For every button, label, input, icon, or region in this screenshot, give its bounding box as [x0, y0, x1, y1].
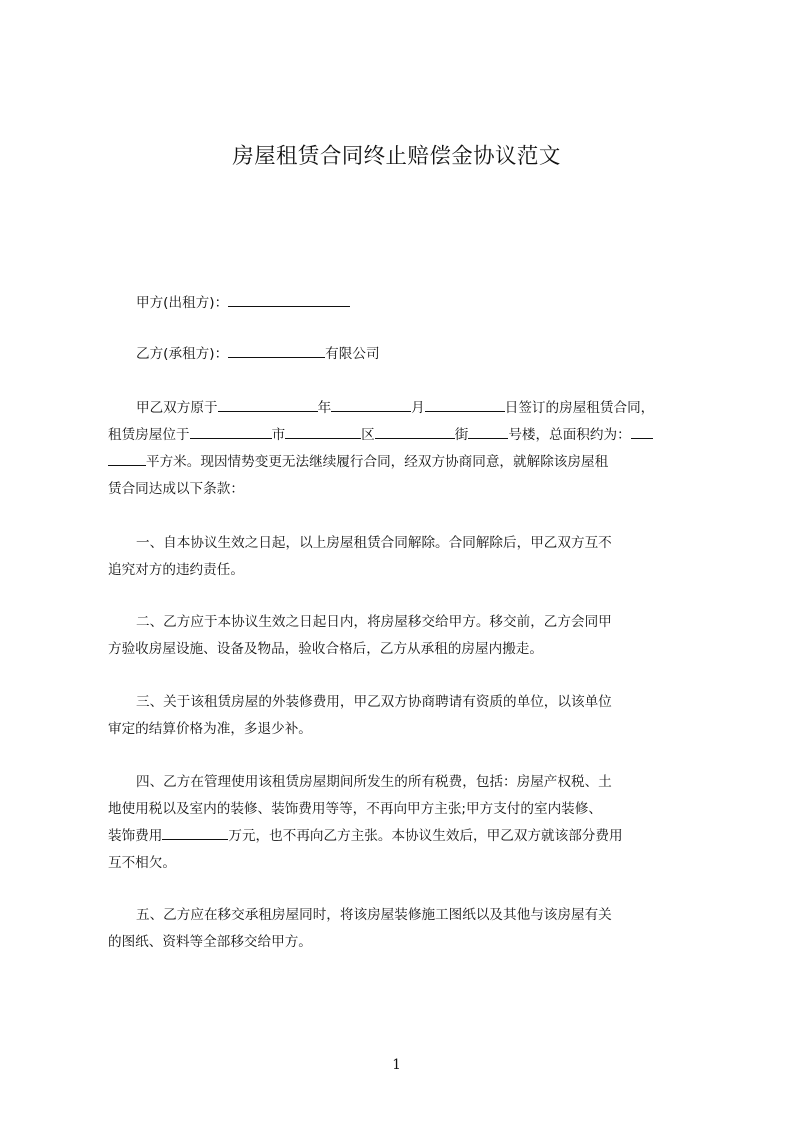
- clause-4-line-2: 地使用税以及室内的装修、装饰费用等等，不再向甲方主张;甲方支付的室内装修、: [108, 801, 602, 817]
- district-blank: [285, 425, 361, 439]
- intro-text: 市: [271, 427, 286, 443]
- intro-text: 年: [317, 400, 332, 416]
- clause-4-line-3: [108, 826, 623, 846]
- intro-text: 号楼，总面积约为：: [508, 427, 631, 443]
- page-number: 1: [392, 1057, 401, 1073]
- intro-line-1: [136, 398, 654, 418]
- clause-5-line-1: 五、乙方应在移交承租房屋同时，将该房屋装修施工图纸以及其他与该房屋有关: [136, 907, 612, 923]
- clause-2-line-1: 二、乙方应于本协议生效之日起日内，将房屋移交给甲方。移交前，乙方会同甲: [136, 614, 612, 630]
- intro-line-3: [108, 452, 608, 472]
- area-blank-end: [108, 452, 146, 466]
- intro-text: 街: [454, 427, 469, 443]
- clause-2-line-2: 方验收房屋设施、设备及物品，验收合格后，乙方从承租的房屋内搬走。: [108, 641, 543, 657]
- party-b-suffix: 有限公司: [325, 346, 380, 362]
- intro-text: 日签订的房屋租赁合同，: [504, 400, 655, 416]
- date-month-blank: [331, 398, 411, 412]
- date-year-blank: [218, 398, 318, 412]
- area-blank-start: [631, 425, 653, 439]
- clause-4-line-4: 互不相欠。: [108, 855, 176, 871]
- clause-4-line-1: 四、乙方在管理使用该租赁房屋期间所发生的所有税费，包括：房屋产权税、土: [136, 774, 612, 790]
- party-b-blank: [228, 344, 325, 358]
- street-blank: [375, 425, 455, 439]
- decoration-amount-blank: [162, 826, 228, 840]
- intro-line-4: 赁合同达成以下条款：: [108, 481, 244, 497]
- date-day-blank: [425, 398, 505, 412]
- clause-5-line-2: 的图纸、资料等全部移交给甲方。: [108, 934, 312, 950]
- city-blank: [190, 425, 272, 439]
- clause-1-line-1: 一、自本协议生效之日起，以上房屋租赁合同解除。合同解除后，甲乙双方互不: [136, 535, 612, 551]
- party-a-line: [136, 293, 350, 313]
- building-blank: [468, 425, 508, 439]
- intro-line-2: [108, 425, 653, 445]
- intro-text: 月: [411, 400, 425, 416]
- intro-text: 甲乙双方原于: [136, 400, 218, 416]
- party-b-label: 乙方(承租方)：: [136, 346, 229, 362]
- clause-4-text: 万元，也不再向乙方主张。本协议生效后，甲乙双方就该部分费用: [228, 828, 623, 844]
- intro-text: 租赁房屋位于: [108, 427, 190, 443]
- clause-4-text: 装饰费用: [108, 828, 163, 844]
- clause-1-line-2: 追究对方的违约责任。: [108, 562, 244, 578]
- intro-text: 平方米。现因情势变更无法继续履行合同，经双方协商同意，就解除该房屋租: [146, 454, 609, 470]
- clause-3-line-2: 审定的结算价格为准，多退少补。: [108, 721, 312, 737]
- clause-3-line-1: 三、关于该租赁房屋的外装修费用，甲乙双方协商聘请有资质的单位，以该单位: [136, 694, 612, 710]
- document-title: 房屋租赁合同终止赔偿金协议范文: [232, 144, 561, 169]
- intro-text: 区: [361, 427, 375, 443]
- party-a-blank: [228, 293, 350, 307]
- party-b-line: [136, 344, 380, 364]
- party-a-label: 甲方(出租方)：: [136, 295, 229, 311]
